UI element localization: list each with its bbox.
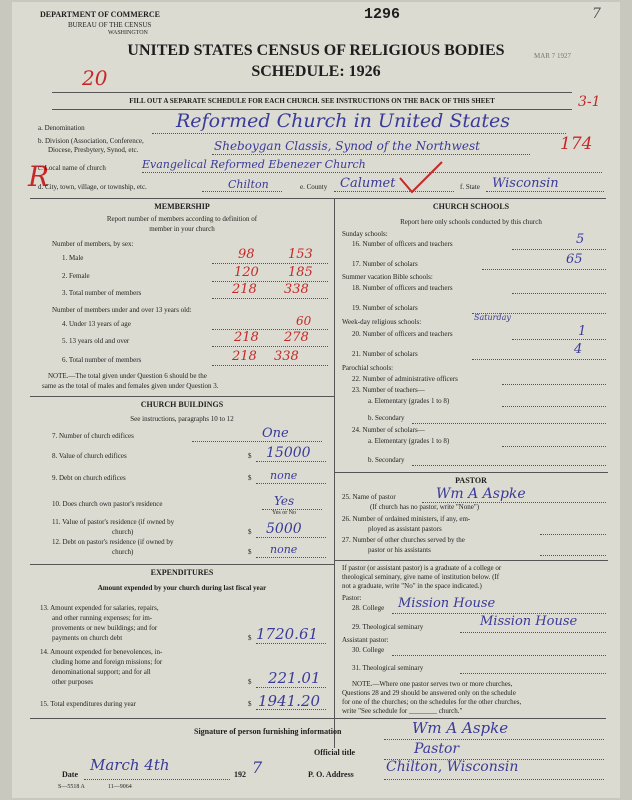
po-address-value: Chilton, Wisconsin [386,759,519,775]
expenditures-heading: EXPENDITURES [150,568,214,577]
parochial-schools-label: Parochial schools: [342,364,394,372]
age-label: Number of members under and over 13 years old: [52,306,192,314]
city-label: d. City, town, village, or township, etc. [38,183,147,191]
graduate-note-2: theological seminary, give name of institution below. (If [342,573,500,581]
q14-label-1: 14. Amount expended for benevolences, in- [40,648,163,656]
q17-label: 17. Number of scholars [352,260,418,268]
q15-dollar: $ [248,700,252,708]
q7-label: 7. Number of church edifices [52,432,134,440]
county-value: Calumet [340,176,396,191]
city-heading: WASHINGTON [108,30,148,36]
q8-value: 15000 [266,445,311,461]
q15-value: 1941.20 [258,692,321,710]
q22-label: 22. Number of administrative officers [352,375,458,383]
q24a-label: a. Elementary (grades 1 to 8) [368,437,450,445]
weekday-schools-label: Week-day religious schools: [342,318,422,326]
signature-value: Wm A Aspke [412,719,509,737]
date-value: March 4th [90,756,170,774]
q4-value: 60 [296,314,312,328]
q29-label: 29. Theological seminary [352,623,424,631]
date-stamp: MAR 7 1927 [534,52,571,60]
q6-value: 218 [232,349,257,364]
q17-value: 65 [566,252,583,267]
q19-label: 19. Number of scholars [352,304,418,312]
red-check-mark [396,160,446,196]
year-prefix: 192 [234,770,246,779]
assistant-pastor-subheading: Assistant pastor: [342,636,389,644]
q5-label: 5. 13 years old and over [62,337,130,345]
year-suffix: 7 [252,758,263,777]
q24-label: 24. Number of scholars— [352,426,425,434]
bureau-heading: BUREAU OF THE CENSUS [68,21,152,29]
q10-label: 10. Does church own pastor's residence [52,500,163,508]
q11-dollar: $ [248,528,252,536]
pastor-subheading: Pastor: [342,594,362,602]
q23a-label: a. Elementary (grades 1 to 8) [368,397,450,405]
q3-value-revised: 338 [284,282,309,297]
q12-value: none [270,543,298,556]
q25-value: Wm A Aspke [436,486,526,502]
denomination-value: Reformed Church in United States [176,110,510,132]
official-title-value: Pastor [414,741,460,757]
q14-label-2: cluding home and foreign missions; for [52,658,163,666]
pastor-heading: PASTOR [455,476,487,485]
q27-label-2: pastor or his assistants [368,546,431,554]
expenditures-subheading: Amount expended by your church during last fiscal year [97,584,267,592]
q3-value: 218 [232,282,257,297]
q11-value: 5000 [266,521,302,537]
department-heading: DEPARTMENT OF COMMERCE [40,10,161,19]
membership-intro-1: Report number of members according to definition of [106,215,258,223]
corner-mark: 7 [592,6,601,22]
q11-label-1: 11. Value of pastor's residence (if owned by [52,518,175,526]
q1-value: 98 [238,247,255,262]
q10-hint: Yes or No [272,510,297,516]
denomination-label: a. Denomination [38,124,85,132]
q4-label: 4. Under 13 years of age [62,320,131,328]
q13-label-2: and other running expenses; for im- [52,614,153,622]
schools-heading: CHURCH SCHOOLS [432,202,510,211]
form-number: S—5518 A [58,784,85,790]
q2-value-revised: 185 [288,265,313,280]
local-name-label: c. Local name of church [38,164,106,172]
weekday-note: Saturday [474,313,511,322]
q18-label: 18. Number of officers and teachers [352,284,453,292]
state-value: Wisconsin [492,176,559,191]
red-mark-3-1: 3-1 [578,94,601,110]
q23-label: 23. Number of teachers— [352,386,425,394]
q26-label-1: 26. Number of ordained ministers, if any, em- [342,515,471,523]
q12-label-1: 12. Debt on pastor's residence (if owned by [52,538,174,546]
q7-value: One [262,426,289,441]
instruction-bar: FILL OUT A SEPARATE SCHEDULE FOR EACH CHURCH. SEE INSTRUCTIONS ON THE BACK OF THIS SHEET [129,97,495,105]
q12-dollar: $ [248,548,252,556]
q13-label-4: payments on church debt [52,634,123,642]
q30-label: 30. College [352,646,385,654]
q26-label-2: ployed as assistant pastors [368,525,442,533]
city-value: Chilton [228,178,269,191]
q10-value: Yes [274,494,295,508]
pastor-note-4: write "See schedule for ________ church." [342,707,463,715]
q11-label-2: church) [112,528,134,536]
official-title-label: Official title [314,748,356,757]
q25-hint: (If church has no pastor, write "None") [370,503,480,511]
form-title: UNITED STATES CENSUS OF RELIGIOUS BODIES [127,42,505,59]
q16-label: 16. Number of officers and teachers [352,240,453,248]
division-label-1: b. Division (Association, Conference, [38,137,144,145]
membership-note-2: same as the total of males and females given under Question 3. [42,382,219,390]
census-schedule-form [12,2,620,798]
q15-label: 15. Total expenditures during year [40,700,136,708]
signature-label: Signature of person furnishing information [194,727,342,736]
q8-dollar: $ [248,452,252,460]
buildings-subheading: See instructions, paragraphs 10 to 12 [130,415,234,423]
q5-value: 218 [234,330,259,345]
q8-label: 8. Value of church edifices [52,452,127,460]
q21-label: 21. Number of scholars [352,350,418,358]
q13-label-3: provements or new buildings; and for [52,624,158,632]
q14-value: 221.01 [268,669,321,687]
division-label-2: Diocese, Presbytery, Synod, etc. [48,146,139,154]
summer-schools-label: Summer vacation Bible schools: [342,273,433,281]
q13-dollar: $ [248,634,252,642]
q14-label-4: other purposes [52,678,94,686]
q1-value-revised: 153 [288,247,313,262]
schedule-title: SCHEDULE: 1926 [251,63,381,80]
q5-value-revised: 278 [284,330,309,345]
local-name-value: Evangelical Reformed Ebenezer Church [142,158,366,171]
q23b-label: b. Secondary [368,414,405,422]
q21-value: 4 [574,342,583,357]
schools-subheading: Report here only schools conducted by this church [400,218,542,226]
q31-label: 31. Theological seminary [352,664,424,672]
q9-dollar: $ [248,474,252,482]
red-mark-20: 20 [82,66,108,90]
q2-label: 2. Female [62,272,90,280]
serial-number: 1296 [364,6,401,23]
q14-dollar: $ [248,678,252,686]
q13-label-1: 13. Amount expended for salaries, repairs, [40,604,159,612]
graduate-note-1: If pastor (or assistant pastor) is a graduate of a college or [342,564,502,572]
division-value: Sheboygan Classis, Synod of the Northwest [214,139,480,153]
q1-label: 1. Male [62,254,84,262]
membership-heading: MEMBERSHIP [154,202,210,211]
pastor-note-2: Questions 28 and 29 should be answered only on the schedule [342,689,516,697]
q9-value: none [270,469,298,482]
q14-label-3: denominational support; and for all [52,668,151,676]
division-code: 174 [560,134,593,154]
print-number: 11—9064 [108,784,132,790]
q27-label-1: 27. Number of other churches served by the [342,536,465,544]
membership-intro-2: member in your church [149,225,215,233]
date-label: Date [62,770,78,779]
q25-label: 25. Name of pastor [342,493,396,501]
q20-label: 20. Number of officers and teachers [352,330,453,338]
red-mark-r: R [28,160,50,193]
q6-value-revised: 338 [274,349,299,364]
membership-note-1: NOTE.—The total given under Question 6 should be the [48,372,207,380]
q20-value: 1 [578,324,587,339]
q9-label: 9. Debt on church edifices [52,474,126,482]
q28-label: 28. College [352,604,385,612]
q12-label-2: church) [112,548,134,556]
members-by-sex-label: Number of members, by sex: [52,240,134,248]
q29-value: Mission House [480,614,578,629]
q28-value: Mission House [398,596,496,611]
pastor-note-3: for one of the churches; on the schedules for the other churches, [342,698,522,706]
po-address-label: P. O. Address [308,770,354,779]
q13-value: 1720.61 [256,625,319,643]
q24b-label: b. Secondary [368,456,405,464]
county-label: e. County [300,183,328,191]
state-label: f. State [460,183,480,191]
buildings-heading: CHURCH BUILDINGS [140,400,224,409]
q16-value: 5 [576,232,585,247]
pastor-note-1: NOTE.—Where one pastor serves two or more churches, [352,680,513,688]
q6-label: 6. Total number of members [62,356,142,364]
sunday-schools-label: Sunday schools: [342,230,388,238]
q2-value: 120 [234,265,259,280]
graduate-note-3: not a graduate, write "No" in the space indicated.) [342,582,482,590]
q3-label: 3. Total number of members [62,289,142,297]
